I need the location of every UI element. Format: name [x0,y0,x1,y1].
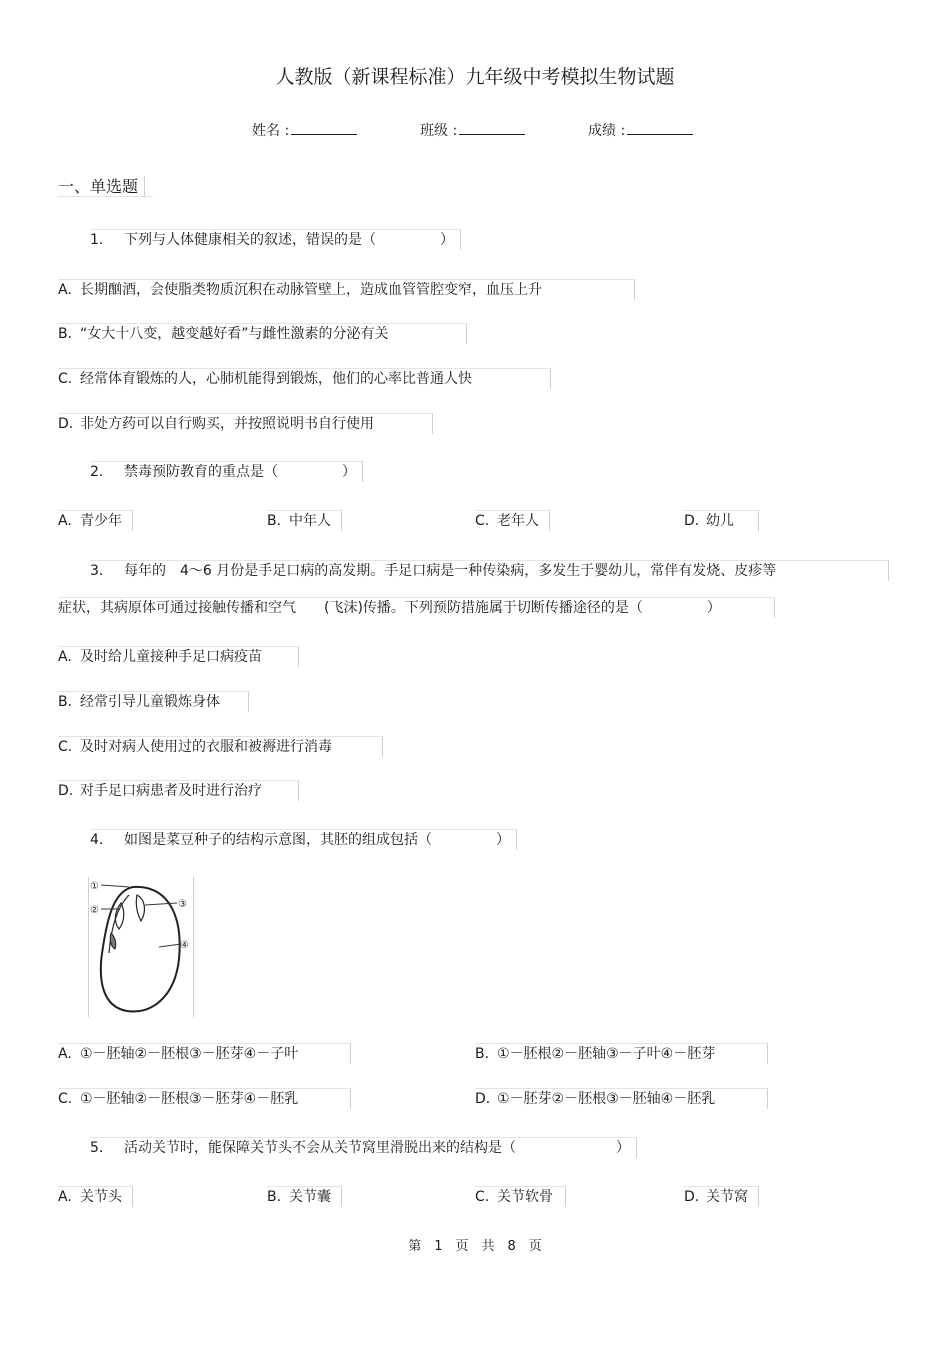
question-number: 3． [90,563,113,579]
q2-option-b[interactable]: B. 中年人 [267,510,342,531]
q1-option-a[interactable]: A. 长期酗酒，会使脂类物质沉积在动脉管壁上，造成血管管腔变窄，血压上升 [58,279,635,300]
q1-option-c[interactable]: C. 经常体育锻炼的人，心肺机能得到锻炼，他们的心率比普通人快 [58,368,551,389]
q5-option-d[interactable]: D. 关节窝 [684,1186,759,1207]
q5-option-b[interactable]: B. 关节囊 [267,1186,342,1207]
name-label: 姓名 : [252,123,290,139]
q3-option-b[interactable]: B. 经常引导儿童锻炼身体 [58,691,249,712]
label-line-4 [159,944,181,947]
question-number: 2． [90,464,113,480]
seed-coat-outline [101,887,180,1012]
figure-label-1: ① [90,881,99,892]
score-blank[interactable] [627,120,693,135]
q4-option-d[interactable]: D. ①－胚芽②－胚根③－胚轴④－胚乳 [475,1088,768,1109]
q2-option-a[interactable]: A. 青少年 [58,510,133,531]
q2-option-d[interactable]: D. 幼儿 [684,510,759,531]
score-label: 成绩 : [588,123,626,139]
q2-option-c[interactable]: C. 老年人 [475,510,550,531]
hypocotyl-shape [110,933,116,949]
question-3-line-2: 症状，其病原体可通过接触传播和空气 (飞沫)传播。下列预防措施属于切断传播途径的是（ ） [58,597,775,618]
q5-option-a[interactable]: A. 关节头 [58,1186,133,1207]
class-label: 班级 : [420,123,458,139]
question-3 [90,560,889,581]
score-field [588,120,693,140]
name-field [252,120,357,140]
q5-option-c[interactable]: C. 关节软骨 [475,1186,566,1207]
bean-seed-diagram [89,877,193,1017]
page-title: 人教版（新课程标准）九年级中考模拟生物试题 [275,66,675,88]
figure-label-3: ③ [178,899,187,910]
section-divider [58,196,153,197]
section-heading: 一、单选题 [58,176,145,198]
class-blank[interactable] [459,120,525,135]
question-text: 每年的 4～6 月份是手足口病的高发期。手足口病是一种传染病，多发生于婴幼儿，常伴有发烧、皮疹等 [124,563,777,579]
question-text: 如图是菜豆种子的结构示意图，其胚的组成包括（ [124,832,432,848]
label-line-3 [145,903,177,905]
class-field [420,120,525,140]
question-4: 4． 如图是菜豆种子的结构示意图，其胚的组成包括（ ） [90,829,517,850]
name-blank[interactable] [291,120,357,135]
question-number: 5． [90,1140,113,1156]
question-2: 2． 禁毒预防教育的重点是（ ） [90,461,363,482]
question-text: 活动关节时，能保障关节头不会从关节窝里滑脱出来的结构是（ [124,1140,516,1156]
question-text-continued: 症状，其病原体可通过接触传播和空气 (飞沫)传播。下列预防措施属于切断传播途径的是（ [58,600,643,616]
question-5: 5． 活动关节时，能保障关节头不会从关节窝里滑脱出来的结构是（ ） [90,1137,637,1158]
bean-seed-figure [88,877,194,1017]
q4-option-c[interactable]: C. ①－胚轴②－胚根③－胚芽④－胚乳 [58,1088,351,1109]
q1-option-b[interactable]: B. “女大十八变，越变越好看”与雌性激素的分泌有关 [58,323,467,344]
q3-option-d[interactable]: D. 对手足口病患者及时进行治疗 [58,780,299,801]
question-number: 1． [90,232,113,248]
question-number: 4． [90,832,113,848]
page-footer: 第 1 页 共 8 页 [408,1239,542,1254]
plumule-shape [136,895,144,921]
figure-label-2: ② [90,905,99,916]
question-text: 禁毒预防教育的重点是（ [124,464,278,480]
q4-option-a[interactable]: A. ①－胚轴②－胚根③－胚芽④－子叶 [58,1043,351,1064]
q4-option-b[interactable]: B. ①－胚根②－胚轴③－子叶④－胚芽 [475,1043,768,1064]
q3-option-c[interactable]: C. 及时对病人使用过的衣服和被褥进行消毒 [58,736,383,757]
figure-label-4: ④ [180,940,189,951]
label-line-1 [101,885,129,887]
q1-option-d[interactable]: D. 非处方药可以自行购买，并按照说明书自行使用 [58,413,433,434]
q3-option-a[interactable]: A. 及时给儿童接种手足口病疫苗 [58,646,299,667]
question-text: 下列与人体健康相关的叙述，错误的是（ [124,232,376,248]
question-1: 1． 下列与人体健康相关的叙述，错误的是（ ） [90,229,461,250]
